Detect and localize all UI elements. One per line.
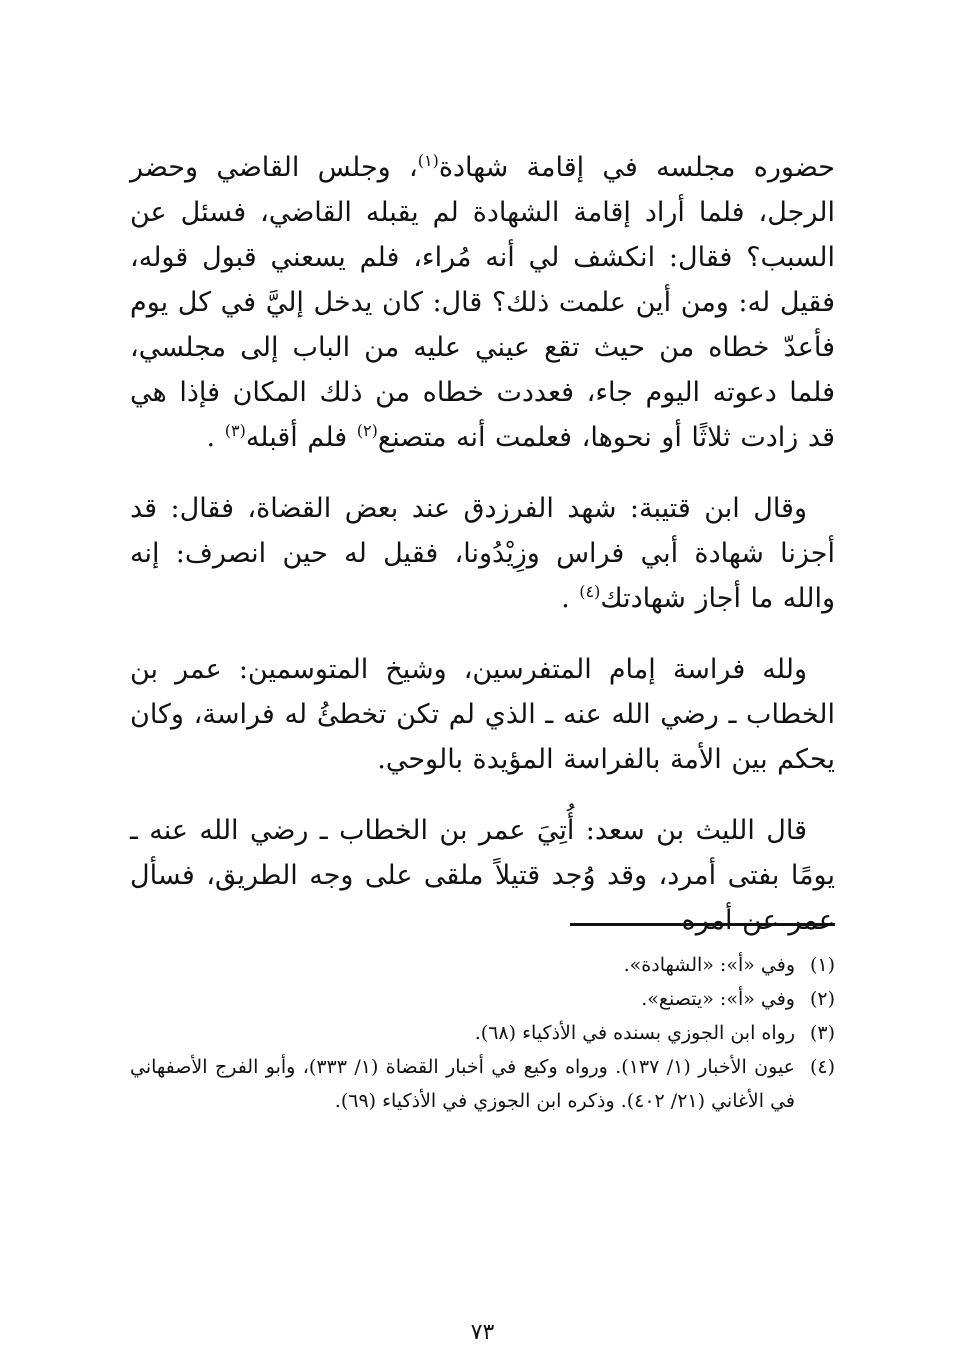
footnote-text: وفي «أ»: «يتصنع». — [641, 988, 795, 1010]
footnote-ref-1[interactable]: (١) — [417, 151, 439, 170]
footnote-ref-2[interactable]: (٢) — [356, 421, 378, 440]
footnote-list — [130, 948, 835, 1118]
footnote-ref-4[interactable]: (٤) — [579, 582, 601, 601]
paragraph-1 — [130, 145, 835, 460]
footnote-4 — [130, 1050, 835, 1118]
footnote-number: (٤) — [809, 1056, 835, 1078]
footnote-number: (١) — [809, 954, 835, 976]
footnote-3 — [130, 1016, 835, 1050]
footnote-number: (٣) — [809, 1022, 835, 1044]
paragraph-3 — [130, 647, 835, 782]
paragraph-2-text: وقال ابن قتيبة: شهد الفرزدق عند بعض القضاة، فقال: قد أجزنا شهادة أبي فراس وزِيْدُونا، فقيل له حين انصرف: إنه والله ما أجاز شهادتك — [130, 493, 835, 614]
paragraph-1-text-cont2: فلم أقبله — [245, 422, 357, 453]
footnote-ref-3[interactable]: (٣) — [224, 421, 246, 440]
paragraph-1-text: حضوره مجلسه في إقامة شهادة — [438, 152, 835, 183]
footnotes-section — [130, 923, 835, 1118]
paragraph-3-text: ولله فراسة إمام المتفرسين، وشيخ المتوسمين: عمر بن الخطاب ـ رضي الله عنه ـ الذي لم تكن تخطئُ له فراسة، وكان يحكم بين الأمة بالفراسة المؤيدة بالوحي. — [130, 654, 835, 775]
footnote-text: رواه ابن الجوزي بسنده في الأذكياء (٦٨). — [474, 1022, 795, 1044]
paragraph-4-text: قال الليث بن سعد: أُتِيَ عمر بن الخطاب ـ رضي الله عنه ـ يومًا بفتى أمرد، وقد وُجد قتيلاً ملقى على وجه الطريق، فسأل عمر عن أمره — [130, 815, 835, 936]
footnote-text: عيون الأخبار (١/ ١٣٧). ورواه وكيع في أخبار القضاة (١/ ٣٣٣)، وأبو الفرج الأصفهاني في الأغاني (٢١/ ٤٠٢). وذكره ابن الجوزي في الأذكياء (٦٩). — [130, 1056, 796, 1112]
footnote-1 — [130, 948, 835, 982]
footnote-number: (٢) — [809, 988, 835, 1010]
page-number: ٧٣ — [470, 1320, 495, 1345]
footnote-text: وفي «أ»: «الشهادة». — [623, 954, 795, 976]
footnote-2 — [130, 982, 835, 1016]
book-page — [130, 145, 835, 1345]
paragraph-2 — [130, 486, 835, 621]
paragraph-1-text-cont: ، وجلس القاضي وحضر الرجل، فلما أراد إقامة الشهادة لم يقبله القاضي، فسئل عن السبب؟ فقال: انكشف لي أنه مُراء، فلم يسعني قبول قوله، فقيل له: ومن أين علمت ذلك؟ قال: كان يدخل إليَّ في كل يوم فأعدّ خطاه من حيث تقع عيني عليه من الباب إلى مجلسي، فلما دعوته اليوم جاء، فعددت خطاه من ذلك المكان فإذا هي قد زادت ثلاثًا أو نحوها، فعلمت أنه متصنع — [130, 152, 835, 453]
footnote-separator — [570, 923, 835, 926]
paragraph-2-end: . — [561, 583, 580, 614]
paragraph-1-end: . — [206, 422, 225, 453]
